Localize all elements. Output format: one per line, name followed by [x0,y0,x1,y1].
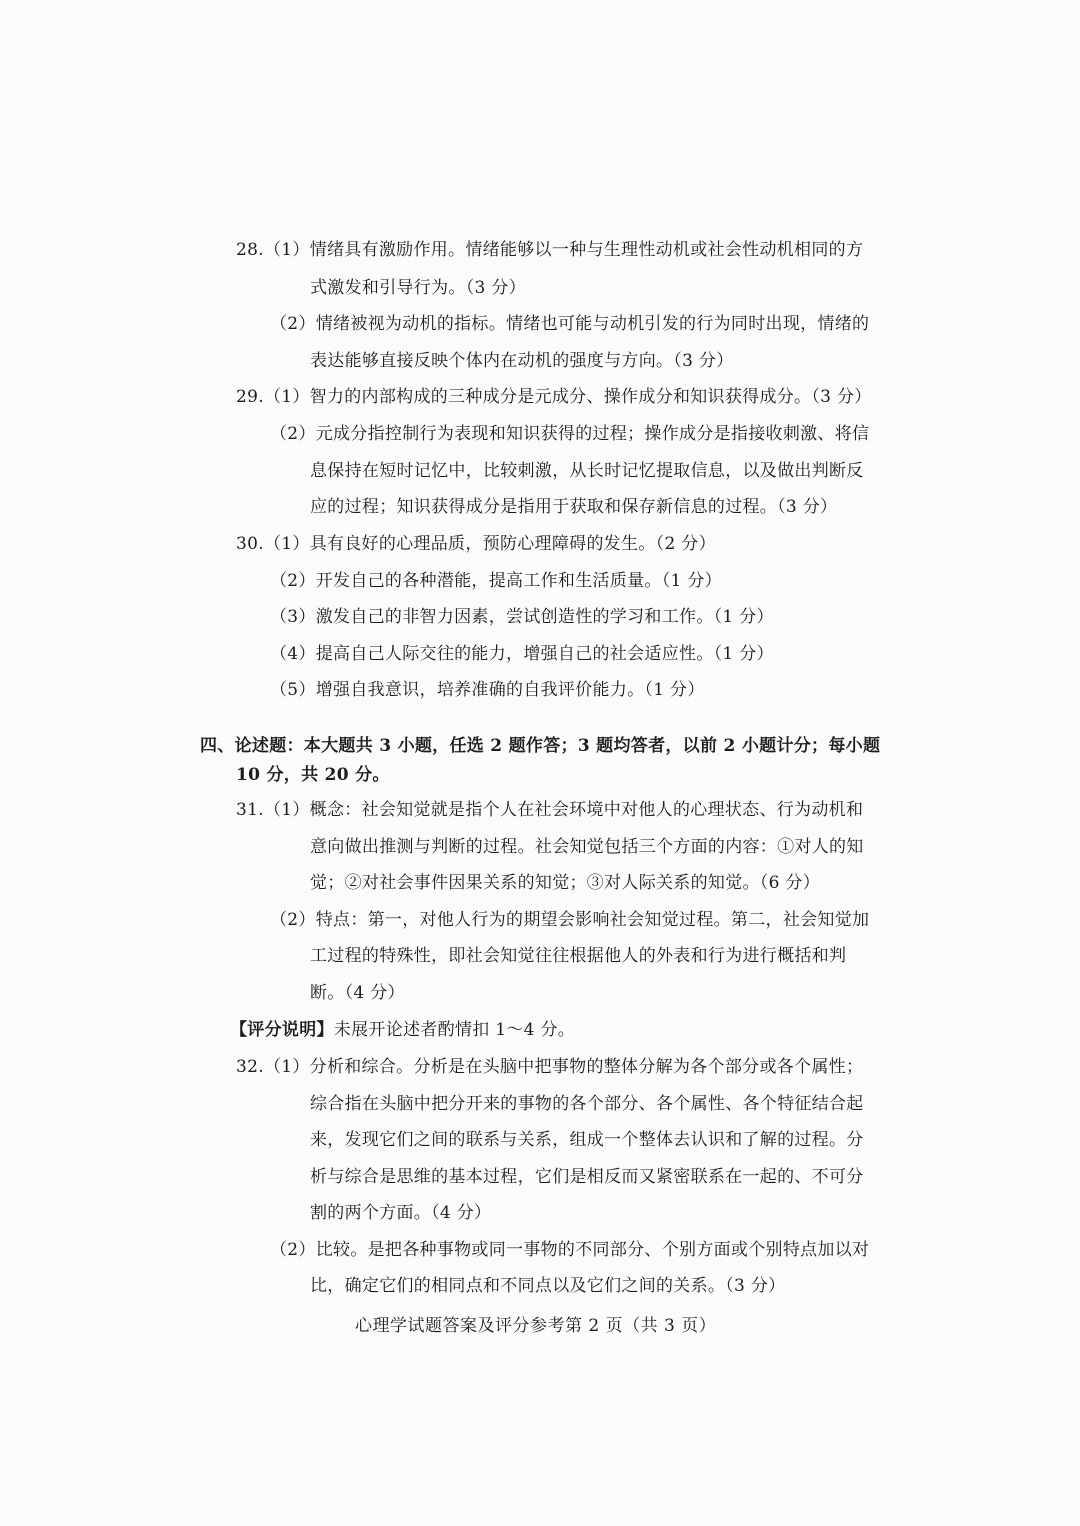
q32-part1-line1: （1）分析和综合。分析是在头脑中把事物的整体分解为各个部分或各个属性； [263,1057,864,1077]
q30-part2: （2）开发自己的各种潜能，提高工作和生活质量。（1 分） [270,571,722,591]
q32-part2-line2: 比，确定它们的相同点和不同点以及它们之间的关系。（3 分） [310,1276,786,1296]
q30-part5: （5）增强自我意识，培养准确的自我评价能力。（1 分） [270,680,705,700]
q28-number: 28. [236,240,264,260]
q31-part1-line1: （1）概念：社会知觉就是指个人在社会环境中对他人的心理状态、行为动机和 [263,800,864,820]
q32-part2-line1: （2）比较。是把各种事物或同一事物的不同部分、个别方面或个别特点加以对 [270,1240,870,1260]
q32-part1-line3: 来，发现它们之间的联系与关系，组成一个整体去认识和了解的过程。分 [310,1130,864,1150]
section4-title-line1: 四、论述题：本大题共 3 小题，任选 2 题作答；3 题均答者，以前 2 小题计分；每小题 [200,736,881,756]
q32-part1-line4: 析与综合是思维的基本过程，它们是相反而又紧密联系在一起的、不可分 [310,1167,864,1187]
q30-part4: （4）提高自己人际交往的能力，增强自己的社会适应性。（1 分） [270,644,774,664]
q32-part1-line2: 综合指在头脑中把分开来的事物的各个部分、各个属性、各个特征结合起 [310,1094,864,1114]
q28-line-1 [236,238,863,262]
q29-part2-line1: （2）元成分指控制行为表现和知识获得的过程；操作成分是指接收刺激、将信 [270,424,870,444]
scoring-note-text: 未展开论述者酌情扣 1～4 分。 [333,1020,576,1040]
q28-part2-line1: （2）情绪被视为动机的指标。情绪也可能与动机引发的行为同时出现，情绪的 [270,314,870,334]
q30-number: 30. [236,534,264,554]
q28-part2-line2: 表达能够直接反映个体内在动机的强度与方向。（3 分） [310,351,734,371]
q31-part2-line2: 工过程的特殊性，即社会知觉往往根据他人的外表和行为进行概括和判 [310,946,847,966]
scoring-note [230,1018,575,1042]
q31-part2-line1: （2）特点：第一，对他人行为的期望会影响社会知觉过程。第二，社会知觉加 [270,910,870,930]
q30-part3: （3）激发自己的非智力因素，尝试创造性的学习和工作。（1 分） [270,607,774,627]
q31-number: 31. [236,800,264,820]
q28-part1-line2: 式激发和引导行为。（3 分） [310,278,526,298]
q29-part2-line3: 应的过程；知识获得成分是指用于获取和保存新信息的过程。（3 分） [310,497,838,517]
q32-line-1 [236,1055,863,1079]
q32-number: 32. [236,1057,264,1077]
page-footer: 心理学试题答案及评分参考第 2 页（共 3 页） [355,1316,717,1336]
q29-part2-line2: 息保持在短时记忆中，比较刺激，从长时记忆提取信息，以及做出判断反 [310,461,864,481]
q29-line-1 [236,385,872,409]
q31-part2-line3: 断。（4 分） [310,983,405,1003]
q31-part1-line3: 觉；②对社会事件因果关系的知觉；③对人际关系的知觉。（6 分） [310,873,821,893]
q29-part1: （1）智力的内部构成的三种成分是元成分、操作成分和知识获得成分。（3 分） [263,387,872,407]
q32-part1-line5: 割的两个方面。（4 分） [310,1203,492,1223]
scoring-note-label: 【评分说明】 [230,1020,334,1040]
q31-part1-line2: 意向做出推测与判断的过程。社会知觉包括三个方面的内容：①对人的知 [310,837,864,857]
section4-title-line2: 10 分，共 20 分。 [236,765,390,785]
q31-line-1 [236,798,863,822]
q30-part1: （1）具有良好的心理品质，预防心理障碍的发生。（2 分） [263,534,716,554]
q28-part1-line1: （1）情绪具有激励作用。情绪能够以一种与生理性动机或社会性动机相同的方 [263,240,864,260]
q29-number: 29. [236,387,264,407]
q30-line-1 [236,532,716,556]
